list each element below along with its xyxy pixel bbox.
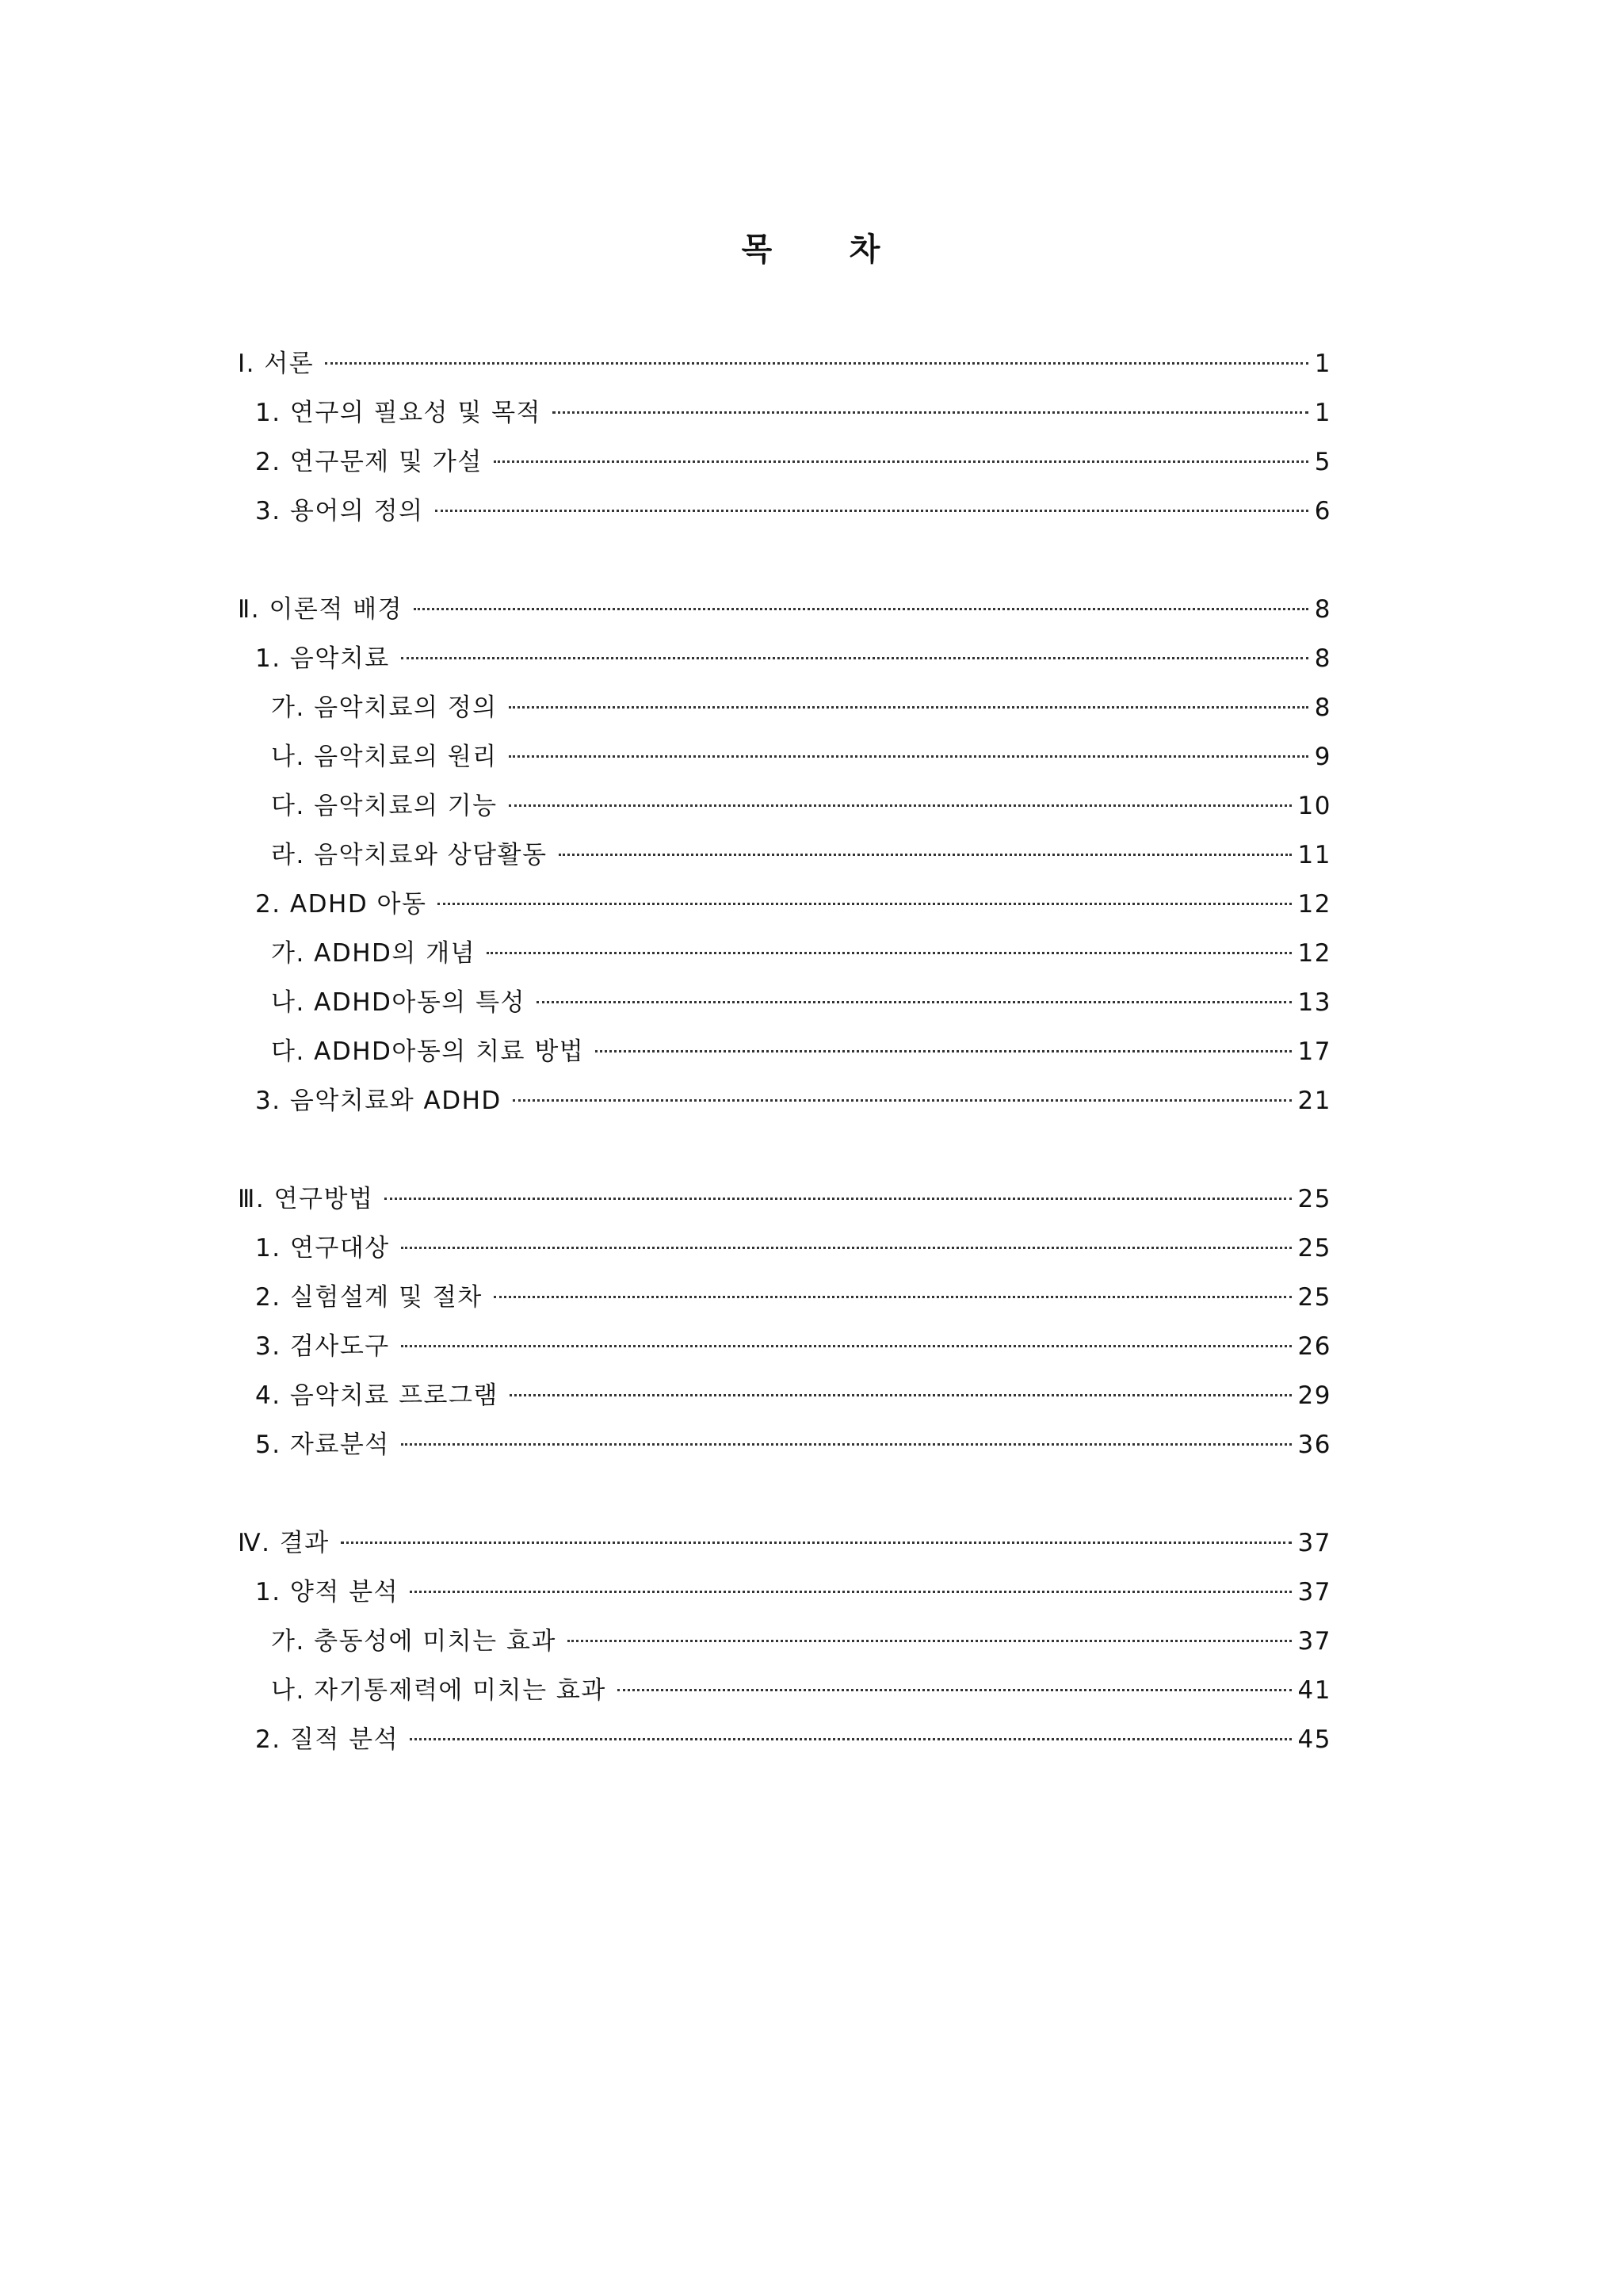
toc-entry[interactable] (238, 1420, 1331, 1469)
dot-leader (401, 657, 1308, 659)
toc-entry[interactable] (238, 487, 1331, 536)
toc-entry-page-number: 9 (1314, 743, 1331, 771)
toc-entry-label: Ⅱ. 이론적 배경 (238, 595, 403, 624)
toc-entry-page-number: 10 (1297, 792, 1331, 820)
toc-section (238, 1175, 1331, 1469)
toc-entry-page-number: 26 (1297, 1332, 1331, 1361)
toc-entry-label: 나. ADHD아동의 특성 (271, 988, 525, 1017)
toc-section (238, 339, 1331, 536)
toc-entry-page-number: 41 (1297, 1676, 1331, 1705)
toc-entry[interactable] (238, 388, 1331, 437)
toc-entry[interactable] (238, 732, 1331, 781)
dot-leader (552, 411, 1308, 414)
toc-entry-page-number: 8 (1314, 693, 1331, 722)
toc-entry-label: Ⅲ. 연구방법 (238, 1185, 374, 1213)
dot-leader (401, 1345, 1292, 1347)
toc-entry-page-number: 12 (1297, 939, 1331, 968)
toc-entry[interactable] (238, 1666, 1331, 1715)
toc-entry[interactable] (238, 1371, 1331, 1420)
toc-entry-label: 3. 용어의 정의 (255, 497, 424, 525)
dot-leader (325, 362, 1308, 365)
toc-entry-label: 3. 음악치료와 ADHD (255, 1087, 502, 1115)
toc-entry-label: 2. 연구문제 및 가설 (255, 448, 483, 476)
toc-entry-page-number: 21 (1297, 1087, 1331, 1115)
dot-leader (509, 755, 1308, 758)
toc-entry-page-number: 1 (1314, 350, 1331, 378)
dot-leader (537, 1001, 1292, 1003)
toc-entry-label: 라. 음악치료와 상담활동 (271, 841, 548, 869)
dot-leader (595, 1050, 1291, 1052)
dot-leader (509, 706, 1308, 709)
toc-entry[interactable] (238, 880, 1331, 929)
toc-entry-page-number: 11 (1297, 841, 1331, 869)
toc-entry-page-number: 29 (1297, 1381, 1331, 1410)
dot-leader (494, 1296, 1292, 1298)
dot-leader (414, 608, 1308, 610)
dot-leader (617, 1689, 1292, 1691)
dot-leader (341, 1541, 1292, 1544)
toc-entry-label: Ⅳ. 결과 (238, 1529, 330, 1557)
toc-entry-page-number: 25 (1297, 1234, 1331, 1263)
dot-leader (435, 510, 1308, 512)
dot-leader (559, 854, 1292, 856)
toc-entry-page-number: 12 (1297, 890, 1331, 919)
page-title: 목 차 (741, 231, 882, 268)
dot-leader (510, 1394, 1292, 1396)
toc-entry-label: Ⅰ. 서론 (238, 350, 315, 378)
toc-entry-label: 4. 음악치료 프로그램 (255, 1381, 498, 1410)
toc-entry-label: 5. 자료분석 (255, 1431, 390, 1459)
toc-entry-label: 1. 연구대상 (255, 1234, 390, 1263)
dot-leader (384, 1198, 1291, 1200)
toc-entry[interactable] (238, 1175, 1331, 1224)
toc-entry[interactable] (238, 1519, 1331, 1568)
dot-leader (437, 903, 1291, 905)
toc-entry-page-number: 5 (1314, 448, 1331, 476)
dot-leader (567, 1640, 1292, 1642)
toc-entry-label: 1. 음악치료 (255, 644, 390, 673)
toc-entry[interactable] (238, 831, 1331, 880)
dot-leader (509, 804, 1292, 807)
toc-entry-page-number: 13 (1297, 988, 1331, 1017)
toc-entry-page-number: 37 (1297, 1578, 1331, 1606)
toc-entry-label: 1. 연구의 필요성 및 목적 (255, 399, 542, 427)
dot-leader (494, 460, 1308, 463)
toc-entry-label: 나. 자기통제력에 미치는 효과 (271, 1676, 606, 1705)
toc-entry-label: 나. 음악치료의 원리 (271, 743, 498, 771)
toc-entry[interactable] (238, 1715, 1331, 1764)
table-of-contents (238, 339, 1331, 1813)
toc-entry[interactable] (238, 634, 1331, 683)
toc-entry-page-number: 6 (1314, 497, 1331, 525)
dot-leader (513, 1099, 1292, 1102)
toc-entry[interactable] (238, 683, 1331, 732)
toc-entry-label: 2. ADHD 아동 (255, 890, 427, 919)
toc-entry-label: 가. 음악치료의 정의 (271, 693, 498, 722)
toc-entry[interactable] (238, 781, 1331, 831)
toc-entry[interactable] (238, 1568, 1331, 1617)
toc-entry[interactable] (238, 978, 1331, 1027)
toc-entry[interactable] (238, 1027, 1331, 1076)
toc-entry-page-number: 1 (1314, 399, 1331, 427)
toc-section (238, 585, 1331, 1125)
toc-entry[interactable] (238, 1322, 1331, 1371)
toc-entry-label: 3. 검사도구 (255, 1332, 390, 1361)
toc-entry-label: 가. ADHD의 개념 (271, 939, 476, 968)
toc-entry[interactable] (238, 339, 1331, 388)
toc-entry[interactable] (238, 929, 1331, 978)
toc-entry[interactable] (238, 437, 1331, 487)
toc-entry-page-number: 25 (1297, 1185, 1331, 1213)
toc-entry-label: 1. 양적 분석 (255, 1578, 399, 1606)
toc-entry-page-number: 8 (1314, 644, 1331, 673)
toc-entry-page-number: 45 (1297, 1725, 1331, 1754)
toc-entry-label: 다. ADHD아동의 치료 방법 (271, 1037, 585, 1066)
toc-entry-page-number: 37 (1297, 1529, 1331, 1557)
toc-section (238, 1519, 1331, 1764)
dot-leader (401, 1443, 1292, 1446)
toc-entry-page-number: 17 (1297, 1037, 1331, 1066)
toc-entry-page-number: 8 (1314, 595, 1331, 624)
toc-entry-page-number: 25 (1297, 1283, 1331, 1312)
toc-entry[interactable] (238, 585, 1331, 634)
toc-entry-page-number: 36 (1297, 1431, 1331, 1459)
toc-entry[interactable] (238, 1076, 1331, 1125)
dot-leader (401, 1247, 1292, 1249)
toc-entry-label: 다. 음악치료의 기능 (271, 792, 498, 820)
toc-entry-label: 2. 실험설계 및 절차 (255, 1283, 483, 1312)
dot-leader (487, 952, 1291, 954)
dot-leader (410, 1738, 1291, 1740)
toc-entry-label: 2. 질적 분석 (255, 1725, 399, 1754)
toc-entry-label: 가. 충동성에 미치는 효과 (271, 1627, 556, 1656)
toc-entry[interactable] (238, 1224, 1331, 1273)
toc-entry[interactable] (238, 1617, 1331, 1666)
dot-leader (410, 1591, 1291, 1593)
toc-entry-page-number: 37 (1297, 1627, 1331, 1656)
toc-entry[interactable] (238, 1273, 1331, 1322)
